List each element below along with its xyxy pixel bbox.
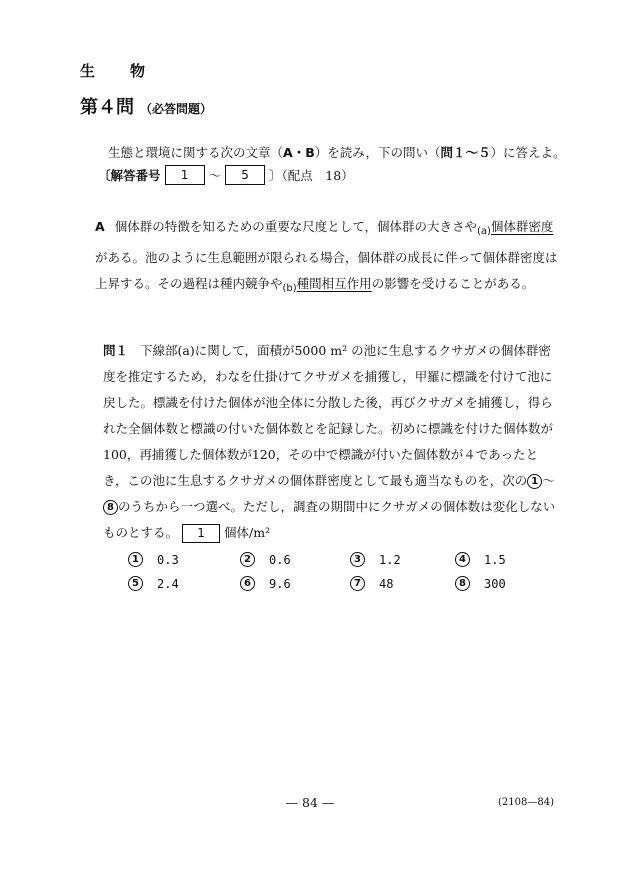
option-value: 9.6	[269, 576, 291, 591]
question-note: （必答問題）	[140, 102, 213, 116]
answer-range-prefix: 〔解答番号	[98, 168, 161, 183]
answer-box-from: 1	[165, 165, 205, 185]
circled-number: 7	[350, 576, 365, 591]
option-4[interactable]	[455, 552, 506, 567]
circled-number: 8	[455, 576, 470, 591]
circled-number: 5	[128, 576, 143, 591]
section-a-text: の影響を受けることがある。	[371, 276, 535, 291]
option-value: 48	[379, 576, 394, 591]
circled-number: 4	[455, 552, 470, 567]
intro-part: 生態と環境に関する次の文章（	[108, 145, 284, 160]
answer-range-tilde: ～	[208, 168, 222, 183]
question-1-text: 下線部(a)に関して，面積が5000 m² の池に生息するクサガメの個体群密度を推定するため，わなを仕掛けてクサガメを捕獲し，甲羅に標識を付けて池に戻した。標識を付けた個体が池全体に分散した後，再びクサガメを捕獲し，得られた全個体数と標識の付いた個体数とを記録した。初めに標識を付けた個体数が100，再捕獲した個体数が120，その中で標識が付いた個体数が４であったとき，この池に生息するクサガメの個体群密度として最も適当なものを，次の	[103, 343, 554, 488]
question-1	[103, 338, 558, 546]
section-a-text: 個体群の特徴を知るための重要な尺度として，個体群の大きさや	[114, 219, 477, 234]
question-1-text: のうちから一つ選べ。ただし，調査の期間中にクサガメの個体数は変化しないものとする。	[103, 499, 556, 540]
underline-tag-b: (b)	[282, 283, 297, 294]
option-value: 1.2	[379, 552, 401, 567]
option-3[interactable]	[350, 552, 401, 567]
intro-bold: A・B	[283, 145, 315, 160]
circled-number: 3	[350, 552, 365, 567]
option-value: 300	[484, 576, 506, 591]
page-code: (2108—84)	[498, 797, 554, 808]
option-6[interactable]	[240, 576, 291, 591]
answer-range-suffix: 〕（配点 18）	[269, 168, 354, 183]
intro-part: ）に答えよ。	[490, 145, 566, 160]
question-title: 第４問	[80, 97, 134, 118]
intro-part: ）を読み，下の問い（	[314, 145, 441, 160]
option-2[interactable]	[240, 552, 291, 567]
option-value: 0.6	[269, 552, 291, 567]
circled-number: 1	[128, 552, 143, 567]
underlined-term-a: 個体群密度	[490, 219, 554, 234]
question-1-label: 問１	[103, 343, 129, 358]
intro-bold: 問１～５	[440, 145, 491, 160]
underlined-term-b: 種間相互作用	[296, 276, 372, 291]
range-separator: ～	[542, 473, 555, 488]
answer-range	[98, 165, 354, 185]
page-number: — 84 —	[285, 795, 335, 810]
option-7[interactable]	[350, 576, 393, 591]
question-heading	[80, 93, 212, 119]
answer-box-to: 5	[225, 165, 265, 185]
option-value: 0.3	[157, 552, 179, 567]
section-a-label: A	[95, 219, 105, 234]
circled-number: 2	[240, 552, 255, 567]
option-5[interactable]	[128, 576, 179, 591]
section-a-paragraph	[95, 214, 565, 302]
option-8[interactable]	[455, 576, 506, 591]
subject-heading: 生 物	[80, 62, 156, 80]
intro-text	[108, 143, 566, 161]
answer-unit: 個体/m²	[224, 525, 271, 540]
circled-number: 6	[240, 576, 255, 591]
underline-tag-a: (a)	[476, 226, 491, 237]
option-value: 2.4	[157, 576, 179, 591]
option-1[interactable]	[128, 552, 179, 567]
answer-box-1: 1	[182, 524, 220, 543]
circled-number: 1	[527, 474, 542, 489]
section-a-text: がある。池のように生息範囲が限られる場合，個体群の成長に伴って個体群密度は上昇する。その過程は種内競争や	[95, 250, 558, 291]
option-value: 1.5	[484, 552, 506, 567]
circled-number: 8	[103, 500, 118, 515]
